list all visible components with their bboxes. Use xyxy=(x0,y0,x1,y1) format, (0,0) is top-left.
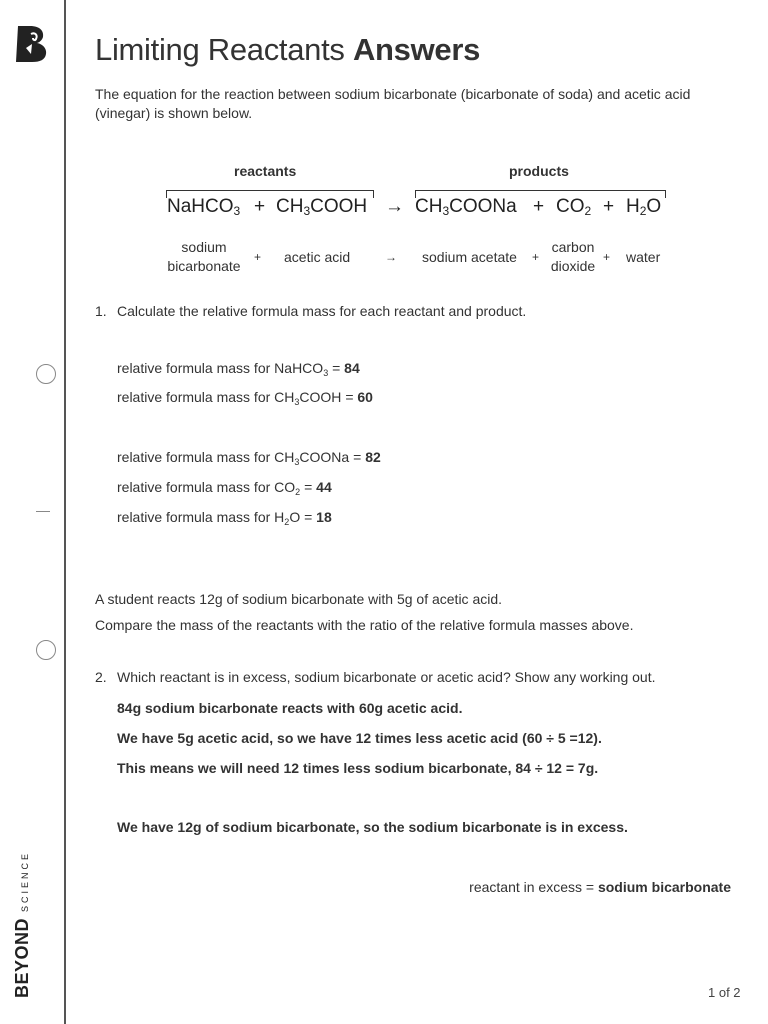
plus-sign: + xyxy=(603,196,615,217)
name-carbon-dioxide: carbon dioxide xyxy=(550,239,596,274)
question-2-number: 2. xyxy=(95,669,107,685)
rfm-ch3cooh: relative formula mass for $CH_3COOH = 60$ xyxy=(117,389,373,407)
products-header: products xyxy=(509,163,569,179)
formula-co2: $CO_2$ xyxy=(556,196,592,218)
plus-sign: + xyxy=(254,250,262,264)
brand-light: SCIENCE xyxy=(20,850,30,912)
excess-answer: reactant in excess = sodium bicarbonate xyxy=(469,879,731,895)
question-1-number: 1. xyxy=(95,303,107,319)
plus-sign: + xyxy=(254,196,266,217)
title-bold: Answers xyxy=(352,32,481,67)
margin-line xyxy=(64,0,66,1024)
name-water: water xyxy=(626,249,661,265)
intro-text: The equation for the reaction between sodium bicarbonate (bicarbonate of soda) and acetic acid (vinegar) is shown below. xyxy=(95,86,691,121)
reaction-arrow: → xyxy=(385,196,404,217)
question-1-text: Calculate the relative formula mass for each reactant and product. xyxy=(117,303,527,319)
plus-sign: + xyxy=(533,196,545,217)
plus-sign: + xyxy=(532,250,540,264)
formula-ch3cooh: $CH_3COOH$ xyxy=(276,196,368,218)
name-sodium-acetate: sodium acetate xyxy=(422,249,517,265)
punch-hole xyxy=(36,640,56,660)
name-arrow: → xyxy=(385,250,397,264)
name-sodium-bicarbonate: sodium bicarbonate xyxy=(167,239,241,274)
page-number: 1 of 2 xyxy=(708,985,741,1000)
beyond-logo-icon xyxy=(14,24,50,69)
question-2-text: Which reactant is in excess, sodium bicarbonate or acetic acid? Show any working out. xyxy=(117,669,656,685)
answer-line-2: We have 5g acetic acid, so we have 12 times less acetic acid (60 ÷ 5 =12). xyxy=(117,730,602,746)
context-line-2: Compare the mass of the reactants with the ratio of the relative formula masses above. xyxy=(95,617,634,633)
plus-sign: + xyxy=(603,250,611,264)
punch-hole xyxy=(36,364,56,384)
rfm-nahco3: relative formula mass for NaHCO$_3$ = 84 xyxy=(117,360,360,378)
reactants-header: reactants xyxy=(234,163,297,179)
formula-nahco3: NaHCO$_3$ xyxy=(167,196,241,218)
fold-mark xyxy=(36,511,50,512)
answer-line-3: This means we will need 12 times less sodium bicarbonate, 84 ÷ 12 = 7g. xyxy=(117,760,599,776)
rfm-co2: relative formula mass for $CO_2 = 44$ xyxy=(117,479,332,497)
formula-h2o: $H_2O$ xyxy=(626,196,662,218)
beyond-science-wordmark xyxy=(8,850,60,1000)
title-main: Limiting Reactants xyxy=(95,32,345,67)
name-acetic-acid: acetic acid xyxy=(284,249,351,265)
formula-ch3coona: $CH_3COONa$ xyxy=(415,196,517,218)
context-line-1: A student reacts 12g of sodium bicarbonate with 5g of acetic acid. xyxy=(95,591,503,607)
rfm-h2o: relative formula mass for $H_2O = 18$ xyxy=(117,509,332,527)
rfm-ch3coona: relative formula mass for $CH_3COONa = 82$ xyxy=(117,449,381,467)
page-title xyxy=(95,32,480,68)
answer-line-1: 84g sodium bicarbonate reacts with 60g acetic acid. xyxy=(117,700,463,716)
brand-bold: BEYOND xyxy=(12,917,32,998)
answer-line-4: We have 12g of sodium bicarbonate, so the sodium bicarbonate is in excess. xyxy=(117,819,628,835)
